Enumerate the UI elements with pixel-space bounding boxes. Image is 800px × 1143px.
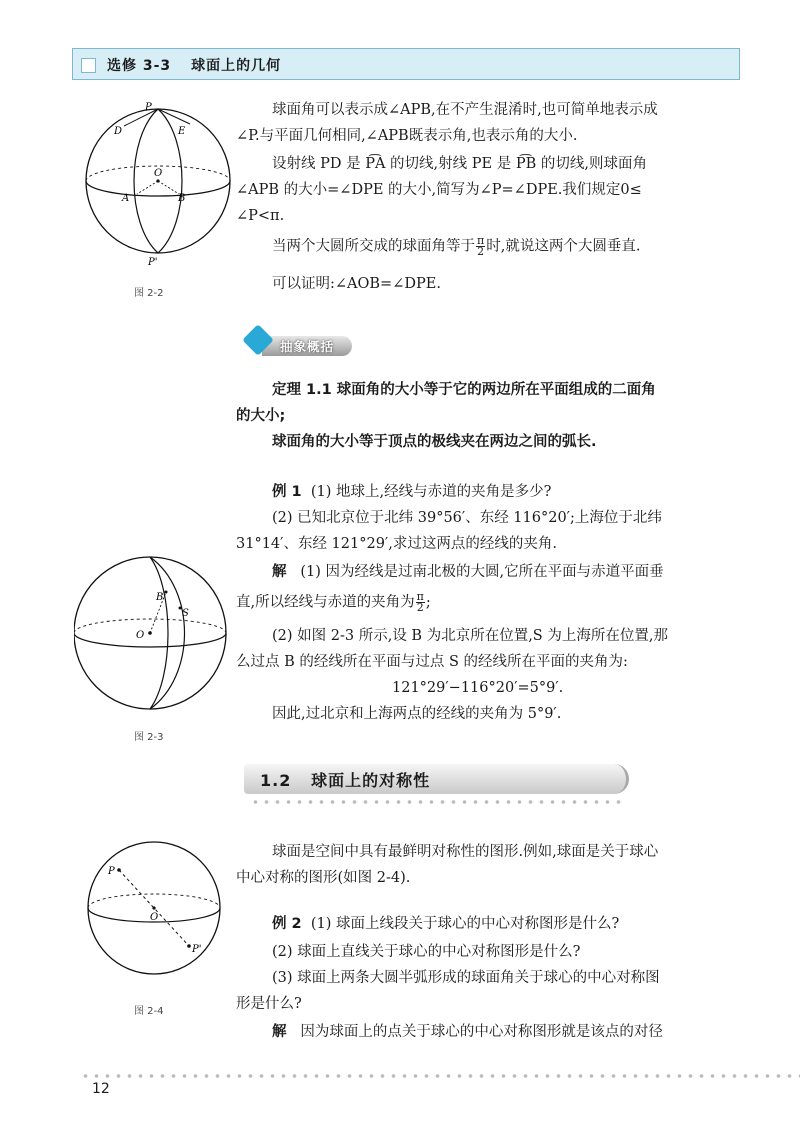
- example1-q1: (1) 地球上,经线与赤道的夹角是多少?: [310, 484, 552, 500]
- example2-sol-head: 解: [272, 1024, 287, 1040]
- example1-sol-line2: [236, 592, 431, 613]
- fig24-label-o: O: [150, 912, 159, 923]
- fig22-label-o: O: [154, 168, 163, 179]
- para3-fraction: [476, 236, 485, 257]
- fig23-equator-front: [74, 633, 226, 647]
- example1-fraction: [416, 592, 425, 613]
- fig23-meridian-s: [150, 557, 185, 709]
- example1-s5: 因此,过北京和上海两点的经线的夹角为 5°9′.: [272, 706, 562, 722]
- fig22-label-p: P: [145, 102, 152, 113]
- example1-formula: 121°29′−116°20′=5°9′.: [392, 680, 564, 696]
- theorem-line1: 定理 1.1 球面角的大小等于它的两边所在平面组成的二面角: [272, 382, 656, 398]
- example1-q2a: (2) 已知北京位于北纬 39°56′、东经 116°20′;上海位于北纬: [272, 510, 662, 526]
- para3-after: 时,就说这两个大圆垂直.: [486, 238, 641, 255]
- theorem-line3: 球面角的大小等于顶点的极线夹在两边之间的弧长.: [272, 434, 597, 450]
- fig24-point-p: [117, 868, 121, 872]
- fig24-label-p2: P': [192, 944, 202, 955]
- example1-line1: [272, 482, 551, 502]
- page-number: 12: [92, 1081, 110, 1097]
- fig22-label-b: B: [178, 193, 186, 204]
- fig22-equator-front: [86, 181, 230, 196]
- example2-q1: (1) 球面上线段关于球心的中心对称图形是什么?: [310, 916, 620, 932]
- example2-q3a: (3) 球面上两条大圆半弧形成的球面角关于球心的中心对称图: [272, 970, 660, 986]
- example2-line1: [272, 914, 619, 934]
- fig24-equator-back: [88, 894, 220, 908]
- example2-head: 例 2: [272, 916, 302, 932]
- para3-frac-den: 2: [477, 245, 485, 258]
- fig23-label-s: S: [182, 608, 189, 619]
- para5-line1: 球面是空间中具有最鲜明对称性的图形.例如,球面是关于球心: [272, 844, 659, 860]
- badge-label: 抽象概括: [280, 339, 335, 354]
- para1-line1: 球面角可以表示成∠APB,在不产生混淆时,也可简单地表示成: [272, 102, 658, 118]
- header-series: 选修 3-3: [107, 58, 172, 74]
- theorem-line2: 的大小;: [236, 408, 286, 424]
- fig22-label-e: E: [178, 126, 186, 137]
- fig24-center-point: [152, 906, 155, 909]
- fig23-meridian-b: [150, 557, 168, 709]
- para3-frac-num: π: [477, 234, 485, 247]
- header-text: [107, 55, 301, 75]
- example2-q2: (2) 球面上直线关于球心的中心对称图形是什么?: [272, 944, 581, 960]
- para3-before: 当两个大圆所交成的球面角等于: [272, 238, 475, 255]
- abstract-summary-badge: [244, 326, 354, 358]
- fig23-point-b: [165, 591, 168, 594]
- fig22-radius-ob: [158, 181, 179, 194]
- example1-sol-line1: [272, 562, 664, 582]
- fig22-label-d: D: [114, 126, 123, 137]
- para4-line: 可以证明:∠AOB=∠DPE.: [272, 276, 441, 292]
- footer-dotted-rule: [80, 1074, 800, 1078]
- example1-s2-after: ;: [425, 594, 431, 611]
- fig22-radius-oa: [137, 181, 158, 194]
- example1-frac-num: π: [416, 590, 424, 603]
- para1-line2: ∠P.与平面几何相同,∠APB既表示角,也表示角的大小.: [236, 128, 578, 144]
- figure-2-4: [86, 838, 226, 978]
- section-number: 1.2: [260, 771, 292, 790]
- fig23-label-o: O: [136, 630, 145, 641]
- fig22-caption: 图 2-2: [134, 288, 164, 299]
- example1-s4: 么过点 B 的经线所在平面与过点 S 的经线所在平面的夹角为:: [236, 654, 628, 670]
- fig22-meridian-a: [134, 109, 158, 253]
- example1-frac-den: 2: [416, 601, 424, 614]
- fig22-center-point: [156, 179, 159, 182]
- example2-s1: 因为球面上的点关于球心的中心对称图形就是该点的对径: [300, 1024, 663, 1040]
- fig24-point-p2: [187, 944, 191, 948]
- fig24-label-p: P: [108, 866, 115, 877]
- figure-2-3: [74, 550, 234, 720]
- example1-q2b: 31°14′、东经 121°29′,求过这两点的经线的夹角.: [236, 536, 557, 552]
- section-dotted-rule: [250, 800, 626, 804]
- para3-line: [272, 236, 640, 257]
- section-title: 球面上的对称性: [311, 771, 431, 790]
- para2-line3: ∠P<π.: [236, 208, 285, 224]
- fig23-center-point: [148, 631, 152, 635]
- example2-q3b: 形是什么?: [236, 996, 302, 1012]
- example1-s2-before: 直,所以经线与赤道的夹角为: [236, 594, 415, 611]
- fig24-caption: 图 2-4: [134, 1006, 164, 1017]
- figure-2-2: [78, 98, 238, 268]
- chapter-header: [72, 48, 740, 80]
- example2-sol-line1: [272, 1022, 663, 1042]
- header-square-icon: [81, 58, 96, 73]
- section-heading: [244, 764, 629, 794]
- section-heading-text: [260, 768, 430, 791]
- fig23-caption: 图 2-3: [134, 732, 164, 743]
- example1-s1: (1) 因为经线是过南北极的大圆,它所在平面与赤道平面垂: [300, 564, 664, 580]
- fig23-label-b: B: [156, 592, 164, 603]
- fig22-label-p2: P': [148, 257, 158, 268]
- example1-s3: (2) 如图 2-3 所示,设 B 为北京所在位置,S 为上海所在位置,那: [272, 628, 668, 644]
- fig23-equator-back: [74, 619, 226, 633]
- header-title: 球面上的几何: [191, 58, 282, 74]
- para5-line2: 中心对称的图形(如图 2-4).: [236, 870, 411, 886]
- example1-sol-head: 解: [272, 564, 287, 580]
- example1-head: 例 1: [272, 484, 302, 500]
- para2-line2: ∠APB 的大小=∠DPE 的大小,简写为∠P=∠DPE.我们规定0≤: [236, 182, 642, 198]
- para2-line1: 设射线 PD 是 P͡A 的切线,射线 PE 是 P͡B 的切线,则球面角: [272, 156, 647, 172]
- fig22-label-a: A: [122, 193, 130, 204]
